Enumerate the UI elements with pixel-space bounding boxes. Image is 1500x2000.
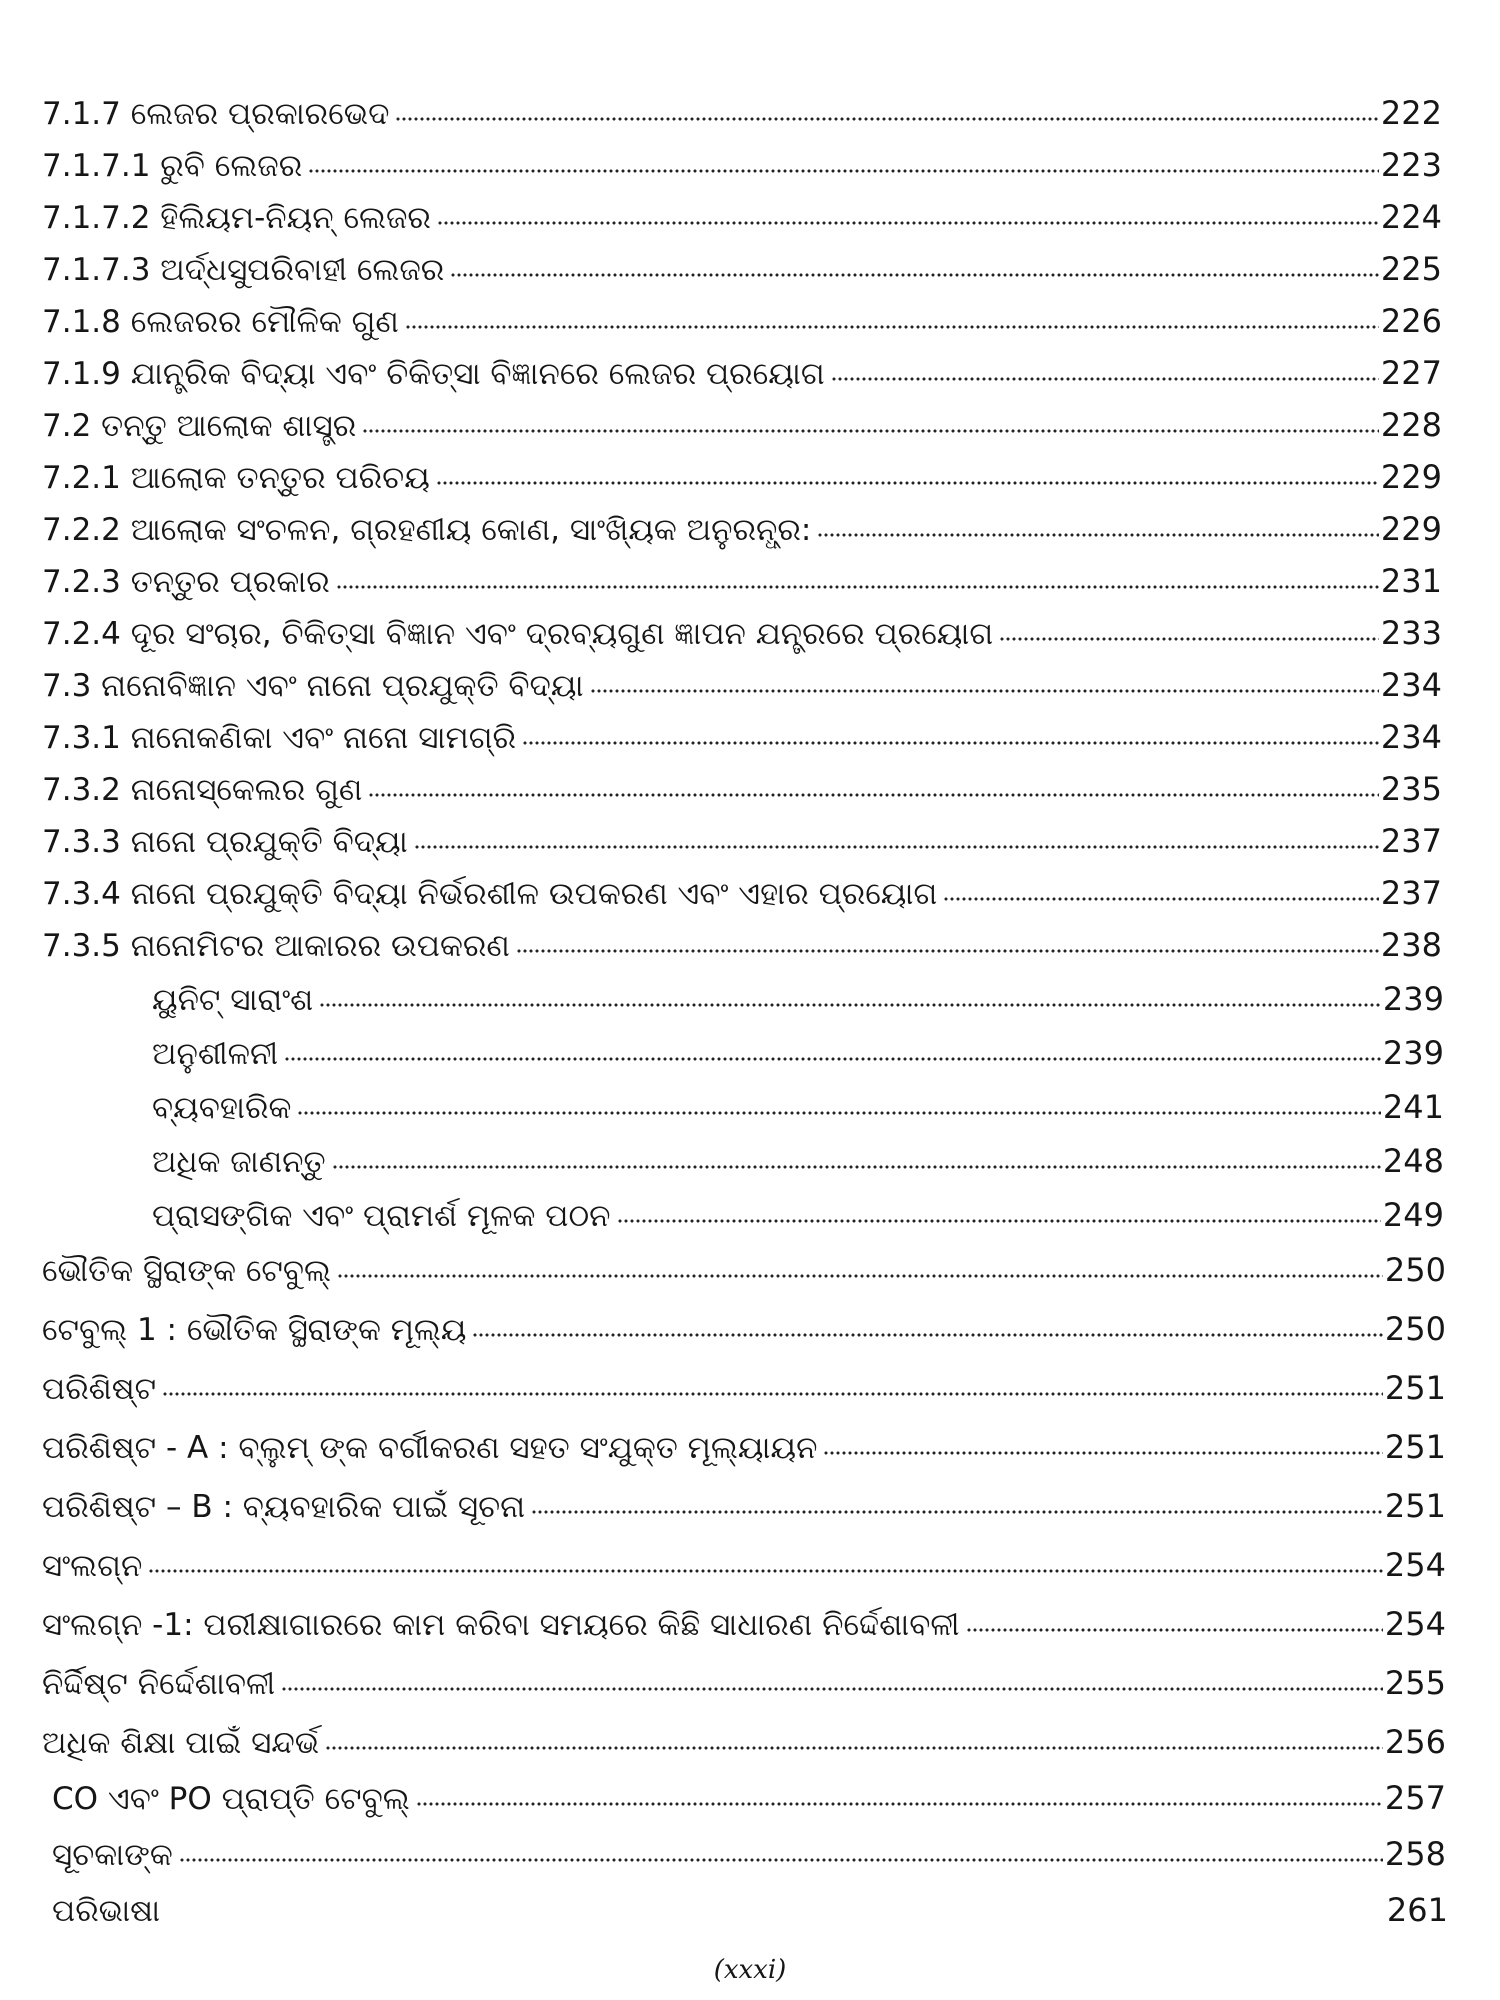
toc-entry[interactable] xyxy=(152,1028,1444,1078)
toc-entry[interactable] xyxy=(42,504,1442,554)
toc-entry-page: 248 xyxy=(1382,1142,1444,1180)
toc-entry-label: 7.1.7 ଲେଜର ପ୍ରକାରଭେଦ xyxy=(42,96,390,132)
toc-entry[interactable] xyxy=(42,348,1442,398)
dot-leader xyxy=(823,1451,1383,1455)
toc-entry[interactable] xyxy=(152,974,1444,1024)
dot-leader xyxy=(414,845,1379,849)
toc-entry-page: 249 xyxy=(1382,1196,1444,1234)
toc-entry[interactable] xyxy=(42,452,1442,502)
toc-entry-label: ପ୍ରାସଙ୍ଗିକ ଏବଂ ପ୍ରାମର୍ଶ ମୂଳକ ପଠନ xyxy=(152,1198,611,1234)
toc-entry-label: 7.1.7.3 ଅର୍ଦ୍ଧସୁପରିବାହୀ ଲେଜର xyxy=(42,252,445,288)
toc-entry-page: 231 xyxy=(1380,562,1442,600)
toc-entry-label: 7.3.3 ନାନୋ ପ୍ରଯୁକ୍ତି ବିଦ୍ୟା xyxy=(42,824,408,860)
toc-entry-label: ସଂଲଗ୍ନ -1: ପରୀକ୍ଷାଗାରରେ କାମ କରିବା ସମୟରେ କିଛି ସାଧାରଣ ନିର୍ଦ୍ଦେଶାବଳୀ xyxy=(42,1607,960,1643)
toc-entry[interactable] xyxy=(42,660,1442,710)
toc-entry-label: 7.3.5 ନାନୋମିଟର ଆକାରର ଉପକରଣ xyxy=(42,928,510,964)
toc-entry-page: 229 xyxy=(1380,510,1442,548)
toc-entry-label: ସଂଲଗ୍ନ xyxy=(42,1548,143,1584)
dot-leader xyxy=(522,741,1379,745)
toc-entry-label: ପରିଶିଷ୍ଟ xyxy=(42,1371,157,1407)
dot-leader xyxy=(405,325,1379,329)
dot-leader xyxy=(831,377,1379,381)
toc-entry[interactable] xyxy=(42,400,1442,450)
dot-leader xyxy=(179,1858,1383,1862)
toc-entry[interactable] xyxy=(152,1136,1444,1186)
toc-entry-page: 237 xyxy=(1380,874,1442,912)
dot-leader xyxy=(281,1687,1383,1691)
toc-entry-page: 228 xyxy=(1380,406,1442,444)
toc-entry[interactable] xyxy=(42,1481,1446,1531)
toc-entry-page: 250 xyxy=(1384,1310,1446,1348)
toc-entry[interactable] xyxy=(42,920,1442,970)
toc-entry-label: 7.3.4 ନାନୋ ପ୍ରଯୁକ୍ତି ବିଦ୍ୟା ନିର୍ଭରଶୀଳ ଉପକରଣ ଏବଂ ଏହାର ପ୍ରୟୋଗ xyxy=(42,876,938,912)
toc-entry[interactable] xyxy=(52,1885,1448,1935)
toc-entry[interactable] xyxy=(152,1082,1444,1132)
toc-entry[interactable] xyxy=(42,712,1442,762)
toc-entry-page: 229 xyxy=(1380,458,1442,496)
toc-entry-label: ପରିଶିଷ୍ଟ – B : ବ୍ୟବହାରିକ ପାଇଁ ସୂଚନା xyxy=(42,1489,526,1525)
toc-entry[interactable] xyxy=(42,1245,1446,1295)
dot-leader xyxy=(336,585,1379,589)
toc-entry-page: 257 xyxy=(1384,1779,1446,1817)
toc-entry-label: ବ୍ୟବହାରିକ xyxy=(152,1090,292,1126)
toc-entry-label: 7.2.1 ଆଲୋକ ତନ୍ତୁର ପରିଚୟ xyxy=(42,460,430,496)
toc-entry[interactable] xyxy=(42,816,1442,866)
toc-entry-label: 7.2 ତନ୍ତୁ ଆଲୋକ ଶାସ୍ତ୍ର xyxy=(42,408,357,444)
toc-entry[interactable] xyxy=(42,868,1442,918)
toc-entry-page: 254 xyxy=(1384,1546,1446,1584)
toc-entry-page: 256 xyxy=(1384,1723,1446,1761)
dot-leader xyxy=(337,1274,1383,1278)
toc-entry[interactable] xyxy=(42,1304,1446,1354)
dot-leader xyxy=(368,793,1379,797)
toc-entry-page: 239 xyxy=(1382,980,1444,1018)
dot-leader xyxy=(531,1510,1383,1514)
dot-leader xyxy=(308,169,1379,173)
toc-entry-label: ପରିଶିଷ୍ଟ - A : ବ୍ଲୁମ୍ ଙ୍କ ବର୍ଗୀକରଣ ସହତ ସଂଯୁକ୍ତ ମୂଲ୍ୟାୟନ xyxy=(42,1430,818,1466)
toc-entry-label: 7.2.4 ଦୂର ସଂଚାର, ଚିକିତ୍ସା ବିଜ୍ଞାନ ଏବଂ ଦ୍ରବ୍ୟଗୁଣ ଜ୍ଞାପନ ଯନ୍ତ୍ରରେ ପ୍ରୟୋଗ xyxy=(42,616,994,652)
toc-entry-label: 7.3.1 ନାନୋକଣିକା ଏବଂ ନାନୋ ସାମଗ୍ରି xyxy=(42,720,517,756)
toc-entry-label: ଅଧିକ ଜାଣନ୍ତୁ xyxy=(152,1144,326,1180)
dot-leader xyxy=(332,1165,1381,1169)
toc-entry-page: 241 xyxy=(1382,1088,1444,1126)
toc-entry-label: ପରିଭାଷା xyxy=(52,1893,161,1929)
dot-leader xyxy=(999,637,1379,641)
dot-leader xyxy=(516,949,1379,953)
dot-leader xyxy=(437,221,1379,225)
toc-entry[interactable] xyxy=(42,296,1442,346)
dot-leader xyxy=(297,1111,1381,1115)
toc-entry-page: 237 xyxy=(1380,822,1442,860)
toc-entry-page: 222 xyxy=(1380,94,1442,132)
dot-leader xyxy=(436,481,1379,485)
toc-entry-page: 224 xyxy=(1380,198,1442,236)
toc-entry-label: 7.1.9 ଯାନ୍ତ୍ରିକ ବିଦ୍ୟା ଏବଂ ଚିକିତ୍ସା ବିଜ୍ଞାନରେ ଲେଜର ପ୍ରୟୋଗ xyxy=(42,356,825,392)
toc-entry-page: 226 xyxy=(1380,302,1442,340)
dot-leader xyxy=(325,1746,1383,1750)
toc-entry-page: 255 xyxy=(1384,1664,1446,1702)
toc-entry-page: 239 xyxy=(1382,1034,1444,1072)
toc-entry[interactable] xyxy=(42,192,1442,242)
toc-entry-label: ଟେବୁଲ୍ 1 : ଭୌତିକ ସ୍ଥିରାଙ୍କ ମୂଲ୍ୟ xyxy=(42,1312,467,1348)
dot-leader xyxy=(817,533,1379,537)
toc-entry-label: 7.1.7.1 ରୁବି ଲେଜର xyxy=(42,148,303,184)
page-number-footer: (xxxi) xyxy=(713,1955,787,1985)
toc-entry-page: 235 xyxy=(1380,770,1442,808)
toc-entry[interactable] xyxy=(42,556,1442,606)
toc-entry[interactable] xyxy=(42,1658,1446,1708)
toc-entry[interactable] xyxy=(42,608,1442,658)
toc-entry[interactable] xyxy=(52,1773,1446,1823)
toc-entry-label: ସୂଚକାଙ୍କ xyxy=(52,1837,173,1873)
dot-leader xyxy=(319,1003,1381,1007)
toc-entry-page: 225 xyxy=(1380,250,1442,288)
toc-entry-page: 227 xyxy=(1380,354,1442,392)
toc-entry-page: 238 xyxy=(1380,926,1442,964)
toc-entry[interactable] xyxy=(52,1829,1446,1879)
toc-entry[interactable] xyxy=(42,1422,1446,1472)
toc-entry-page: 254 xyxy=(1384,1605,1446,1643)
toc-entry[interactable] xyxy=(42,88,1442,138)
toc-entry-page: 251 xyxy=(1384,1428,1446,1466)
dot-leader xyxy=(395,117,1379,121)
toc-entry[interactable] xyxy=(42,1599,1446,1649)
dot-leader xyxy=(362,429,1379,433)
toc-entry-page: 258 xyxy=(1384,1835,1446,1873)
dot-leader xyxy=(162,1392,1383,1396)
toc-entry-label: 7.2.2 ଆଲୋକ ସଂଚଳନ, ଗ୍ରହଣୀୟ କୋଣ, ସାଂଖ୍ୟିକ ଅନୁରନ୍ଧ୍ର: xyxy=(42,512,812,548)
dot-leader xyxy=(966,1628,1383,1632)
toc-entry-label: CO ଏବଂ PO ପ୍ରାପ୍ତି ଟେବୁଲ୍ xyxy=(52,1781,410,1817)
toc-entry-label: 7.1.8 ଲେଜରର ମୌଳିକ ଗୁଣ xyxy=(42,304,399,340)
toc-entry-label: ନିର୍ଦ୍ଦିଷ୍ଟ ନିର୍ଦ୍ଦେଶାବଳୀ xyxy=(42,1666,276,1702)
toc-entry-label: ଅନୁଶୀଳନୀ xyxy=(152,1036,279,1072)
toc-entry[interactable] xyxy=(42,1540,1446,1590)
toc-entry-label: 7.2.3 ତନ୍ତୁର ପ୍ରକାର xyxy=(42,564,330,600)
toc-entry-page: 261 xyxy=(1386,1891,1448,1929)
toc-entry-label: 7.3 ନାନୋବିଜ୍ଞାନ ଏବଂ ନାନୋ ପ୍ରଯୁକ୍ତି ବିଦ୍ୟା xyxy=(42,668,584,704)
toc-entry[interactable] xyxy=(42,1363,1446,1413)
dot-leader xyxy=(590,689,1379,693)
toc-entry[interactable] xyxy=(42,244,1442,294)
dot-leader xyxy=(450,273,1379,277)
dot-leader xyxy=(943,897,1379,901)
toc-entry-label: ଭୌତିକ ସ୍ଥିରାଙ୍କ ଟେବୁଲ୍ xyxy=(42,1253,331,1289)
toc-entry-label: ୟୁନିଟ୍ ସାରାଂଶ xyxy=(152,982,314,1018)
dot-leader xyxy=(148,1569,1383,1573)
dot-leader xyxy=(472,1333,1382,1337)
toc-entry-label: 7.3.2 ନାନୋସ୍କେଲର ଗୁଣ xyxy=(42,772,363,808)
toc-entry[interactable] xyxy=(42,1717,1446,1767)
toc-entry[interactable] xyxy=(42,140,1442,190)
toc-entry-page: 251 xyxy=(1384,1369,1446,1407)
dot-leader xyxy=(284,1057,1381,1061)
toc-entry-label: ଅଧିକ ଶିକ୍ଷା ପାଇଁ ସନ୍ଦର୍ଭ xyxy=(42,1725,320,1761)
toc-entry-page: 223 xyxy=(1380,146,1442,184)
toc-entry-page: 234 xyxy=(1380,666,1442,704)
toc-entry-page: 233 xyxy=(1380,614,1442,652)
toc-entry-page: 250 xyxy=(1384,1251,1446,1289)
toc-entry[interactable] xyxy=(152,1190,1444,1240)
toc-entry-label: 7.1.7.2 ହିଲିୟମ-ନିୟନ୍ ଲେଜର xyxy=(42,200,431,236)
toc-entry[interactable] xyxy=(42,764,1442,814)
toc-entry-page: 234 xyxy=(1380,718,1442,756)
dot-leader xyxy=(416,1802,1383,1806)
toc-entry-page: 251 xyxy=(1384,1487,1446,1525)
dot-leader xyxy=(617,1219,1381,1223)
